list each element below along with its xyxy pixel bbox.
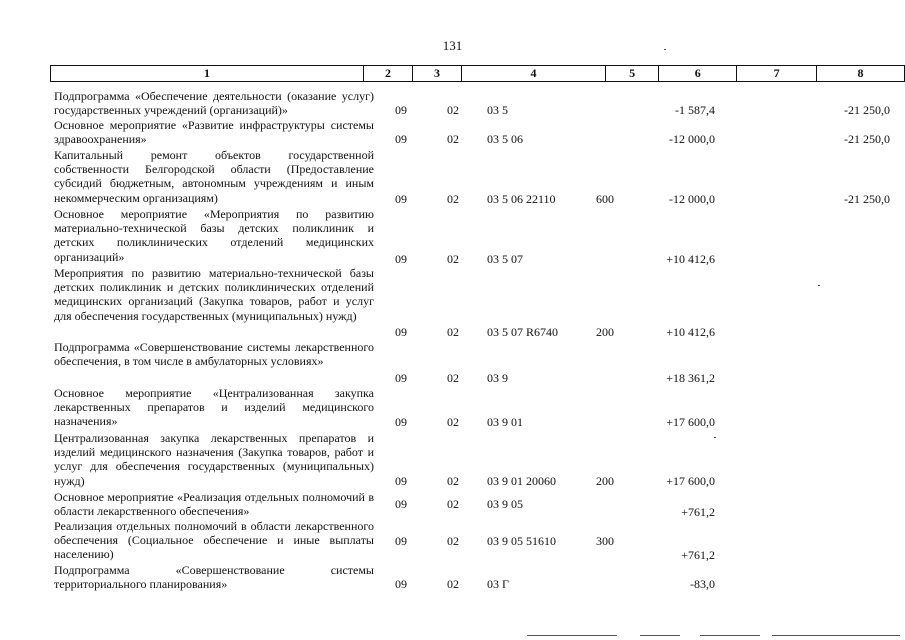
cell-col-8: -21 250,0 — [844, 132, 890, 146]
cell-col-3: 02 — [447, 415, 459, 429]
cell-col-4: 03 9 05 51610 — [487, 534, 556, 548]
cell-col-3: 02 — [447, 192, 459, 206]
row-description: Подпрограмма «Обеспечение деятельности (оказание услуг) государственных учреждений (организаций)» — [54, 89, 374, 118]
scan-line — [700, 635, 760, 636]
cell-col-6: +10 412,6 — [666, 325, 715, 339]
cell-col-8: -21 250,0 — [844, 192, 890, 206]
cell-col-2: 09 — [395, 497, 407, 511]
cell-col-3: 02 — [447, 497, 459, 511]
row-description: Централизованная закупка лекарственных препаратов и изделий медицинского назначения (Закупка товаров, работ и услуг для обеспечения государственных (муниципальных) нужд) — [54, 431, 374, 488]
scan-speck — [818, 285, 820, 286]
page-number: 131 — [442, 38, 463, 53]
row-description: Капитальный ремонт объектов государственной собственности Белгородской области (Предоставление субсидий бюджетным, автономным учреждениям и иным некоммерческим организациям) — [54, 148, 374, 205]
row-description: Основное мероприятие «Централизованная закупка лекарственных препаратов и изделий медицинского назначения» — [54, 386, 374, 429]
cell-col-2: 09 — [395, 577, 407, 591]
header-col-7: 7 — [737, 66, 816, 82]
cell-col-4: 03 Г — [487, 577, 509, 591]
cell-col-4: 03 9 — [487, 371, 508, 385]
cell-col-2: 09 — [395, 132, 407, 146]
cell-col-5: 200 — [596, 325, 614, 339]
header-col-5: 5 — [606, 66, 659, 82]
cell-col-5: 600 — [596, 192, 614, 206]
scan-speck — [714, 437, 716, 438]
cell-col-5: 300 — [596, 534, 614, 548]
cell-col-2: 09 — [395, 325, 407, 339]
cell-col-3: 02 — [447, 534, 459, 548]
cell-col-6: -12 000,0 — [669, 192, 715, 206]
scan-line — [527, 635, 617, 636]
cell-col-6: -1 587,4 — [675, 103, 715, 117]
header-col-8: 8 — [816, 66, 904, 82]
cell-col-3: 02 — [447, 132, 459, 146]
cell-col-4: 03 9 01 20060 — [487, 474, 556, 488]
cell-col-3: 02 — [447, 252, 459, 266]
scan-speck — [664, 49, 666, 50]
header-col-2: 2 — [364, 66, 413, 82]
header-col-3: 3 — [412, 66, 461, 82]
cell-col-2: 09 — [395, 103, 407, 117]
cell-col-6: -12 000,0 — [669, 132, 715, 146]
cell-col-2: 09 — [395, 252, 407, 266]
cell-col-6: +761,2 — [681, 548, 715, 562]
cell-col-2: 09 — [395, 192, 407, 206]
cell-col-2: 09 — [395, 474, 407, 488]
cell-col-6: -83,0 — [690, 577, 715, 591]
cell-col-4: 03 5 06 22110 — [487, 192, 556, 206]
cell-col-4: 03 9 01 — [487, 415, 523, 429]
header-col-6: 6 — [658, 66, 737, 82]
cell-col-6: +17 600,0 — [666, 474, 715, 488]
cell-col-3: 02 — [447, 371, 459, 385]
row-description: Мероприятия по развитию материально-технической базы детских поликлиник и детских поликлинических отделений медицинских организаций (Закупка товаров, работ и услуг для обеспечения государственных (муниципальных) нужд) — [54, 266, 374, 323]
row-description: Подпрограмма «Совершенствование системы территориального планирования» — [54, 563, 374, 592]
cell-col-4: 03 9 05 — [487, 497, 523, 511]
cell-col-2: 09 — [395, 415, 407, 429]
cell-col-3: 02 — [447, 577, 459, 591]
cell-col-4: 03 5 06 — [487, 132, 523, 146]
cell-col-6: +17 600,0 — [666, 415, 715, 429]
row-description: Основное мероприятие «Развитие инфраструктуры системы здравоохранения» — [54, 118, 374, 147]
cell-col-3: 02 — [447, 474, 459, 488]
cell-col-2: 09 — [395, 371, 407, 385]
row-description: Реализация отдельных полномочий в области лекарственного обеспечения (Социальное обеспечение и иные выплаты населению) — [54, 519, 374, 562]
cell-col-6: +761,2 — [681, 505, 715, 519]
cell-col-3: 02 — [447, 103, 459, 117]
cell-col-6: +10 412,6 — [666, 252, 715, 266]
cell-col-8: -21 250,0 — [844, 103, 890, 117]
row-description: Основное мероприятие «Реализация отдельных полномочий в области лекарственного обеспечения» — [54, 490, 374, 519]
cell-col-3: 02 — [447, 325, 459, 339]
cell-col-4: 03 5 07 R6740 — [487, 325, 559, 339]
cell-col-2: 09 — [395, 534, 407, 548]
row-description: Подпрограмма «Совершенствование системы лекарственного обеспечения, в том числе в амбулаторных условиях» — [54, 340, 374, 369]
row-description: Основное мероприятие «Мероприятия по развитию материально-технической базы детских поликлиник и детских поликлинических отделений медицинских организаций» — [54, 207, 374, 264]
scan-line — [640, 635, 680, 636]
header-col-1: 1 — [51, 66, 364, 82]
cell-col-4: 03 5 07 — [487, 252, 523, 266]
cell-col-6: +18 361,2 — [666, 371, 715, 385]
header-col-4: 4 — [461, 66, 605, 82]
cell-col-5: 200 — [596, 474, 614, 488]
cell-col-4: 03 5 — [487, 103, 508, 117]
scan-line — [772, 635, 900, 636]
